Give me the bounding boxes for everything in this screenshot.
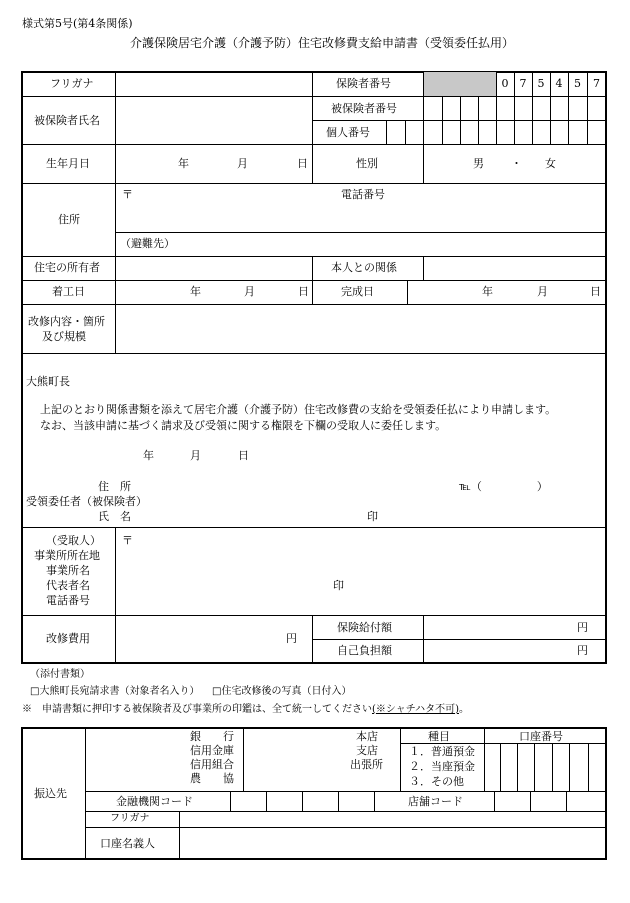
address-label: 住所 — [58, 213, 80, 226]
relation-label: 本人との関係 — [331, 261, 397, 274]
payee-phone-label: 電話番号 — [46, 594, 90, 607]
bank-type-nokyo[interactable]: 農 協 — [190, 772, 234, 785]
delegator-name-label: 氏 名 — [98, 510, 131, 523]
delegator-seal: 印 — [367, 510, 378, 523]
self-pay-yen: 円 — [577, 644, 588, 657]
gender-separator: ・ — [511, 157, 522, 170]
content-label: 改修内容・箇所 — [28, 315, 105, 328]
benefit-yen: 円 — [577, 621, 588, 634]
application-month: 月 — [190, 449, 201, 462]
gender-female[interactable]: 女 — [545, 157, 556, 170]
evacuation-label: （避難先） — [120, 237, 175, 250]
insurer-digit: 0 — [501, 77, 509, 90]
holder-furigana-label: フリガナ — [110, 813, 150, 824]
attachment-photo[interactable]: □住宅改修後の写真（日付入） — [212, 686, 352, 697]
insurer-digit: 7 — [519, 77, 527, 90]
self-pay-label: 自己負担額 — [337, 644, 392, 657]
start-month: 月 — [244, 285, 255, 298]
mayor-addressee: 大熊町長 — [26, 375, 70, 388]
gender-male[interactable]: 男 — [473, 157, 484, 170]
phone-label: 電話番号 — [341, 188, 385, 201]
complete-day: 日 — [590, 285, 601, 298]
complete-date-label: 完成日 — [341, 285, 374, 298]
page-title: 介護保険居宅介護（介護予防）住宅改修費支給申請書（受領委任払用） — [130, 36, 515, 50]
statement-line-2: なお、当該申請に基づく請求及び受領に関する権限を下欄の受取人に委任します。 — [40, 419, 447, 432]
account-kind-other[interactable]: ３．その他 — [409, 775, 464, 788]
account-number-label: 口座番号 — [519, 730, 563, 743]
account-kind-current[interactable]: ２．当座預金 — [409, 760, 475, 773]
form-number: 様式第5号(第4条関係) — [22, 17, 133, 30]
insurer-digit: 5 — [574, 77, 581, 90]
content-label-2: 及び規模 — [42, 330, 86, 343]
application-year: 年 — [143, 449, 154, 462]
complete-year: 年 — [482, 285, 493, 298]
payee-office-label: 事業所名 — [46, 564, 90, 577]
cost-yen: 円 — [286, 632, 297, 645]
statement-line-1: 上記のとおり関係書類を添えて居宅介護（介護予防）住宅改修費の支給を受領委任払により申請します。 — [40, 403, 557, 416]
benefit-label: 保険給付額 — [337, 621, 392, 634]
birth-year: 年 — [178, 157, 189, 170]
delegator-label: 受領委任者（被保険者） — [26, 495, 147, 508]
insured-name-label: 被保険者氏名 — [34, 114, 100, 127]
seal-note: ※ 申請書類に押印する被保険者及び事業所の印鑑は、全て統一してください(※シャチハタ不可)。 — [22, 704, 470, 715]
birth-date-label: 生年月日 — [46, 157, 90, 170]
payee-address-label: 事業所所在地 — [34, 549, 100, 562]
delegator-tel: ℡（ ） — [459, 480, 548, 493]
bank-type-shinkin[interactable]: 信用金庫 — [190, 744, 234, 757]
branch-head[interactable]: 本店 — [356, 730, 378, 743]
payee-seal: 印 — [333, 579, 344, 592]
payee-label: （受取人） — [46, 534, 101, 547]
owner-label: 住宅の所有者 — [34, 261, 100, 274]
insurer-number-label: 保険者番号 — [336, 77, 391, 90]
branch-code-label: 店舗コード — [408, 795, 463, 808]
delegator-address-label: 住 所 — [98, 480, 131, 493]
branch-sub[interactable]: 出張所 — [350, 758, 383, 771]
insured-number-label: 被保険者番号 — [331, 102, 397, 115]
start-date-label: 着工日 — [52, 285, 85, 298]
complete-month: 月 — [537, 285, 548, 298]
bank-code-label: 金融機関コード — [116, 795, 193, 808]
account-kind-ordinary[interactable]: １．普通預金 — [409, 745, 475, 758]
bank-type-kumiai[interactable]: 信用組合 — [190, 758, 234, 771]
bank-type-bank[interactable]: 銀 行 — [190, 730, 234, 743]
start-year: 年 — [190, 285, 201, 298]
payee-rep-label: 代表者名 — [46, 579, 90, 592]
attachment-invoice[interactable]: □大熊町長宛請求書（対象者名入り） — [30, 686, 200, 697]
insurer-digit: 4 — [555, 77, 563, 90]
cost-label: 改修費用 — [46, 632, 90, 645]
application-day: 日 — [238, 449, 249, 462]
birth-month: 月 — [237, 157, 248, 170]
insurer-digit: 7 — [593, 77, 600, 90]
start-day: 日 — [298, 285, 309, 298]
personal-number-label: 個人番号 — [326, 126, 370, 139]
branch-branch[interactable]: 支店 — [356, 744, 378, 757]
attachments-heading: （添付書類） — [30, 669, 90, 680]
account-kind-label: 種目 — [428, 730, 450, 743]
gender-label: 性別 — [356, 157, 378, 170]
payee-postal-mark: 〒 — [122, 534, 133, 547]
furigana-label: フリガナ — [50, 77, 94, 90]
bank-transfer-label: 振込先 — [34, 787, 67, 800]
insurer-digit: 5 — [537, 77, 545, 90]
birth-day: 日 — [297, 157, 308, 170]
postal-mark: 〒 — [122, 188, 133, 201]
account-holder-label: 口座名義人 — [100, 837, 155, 850]
